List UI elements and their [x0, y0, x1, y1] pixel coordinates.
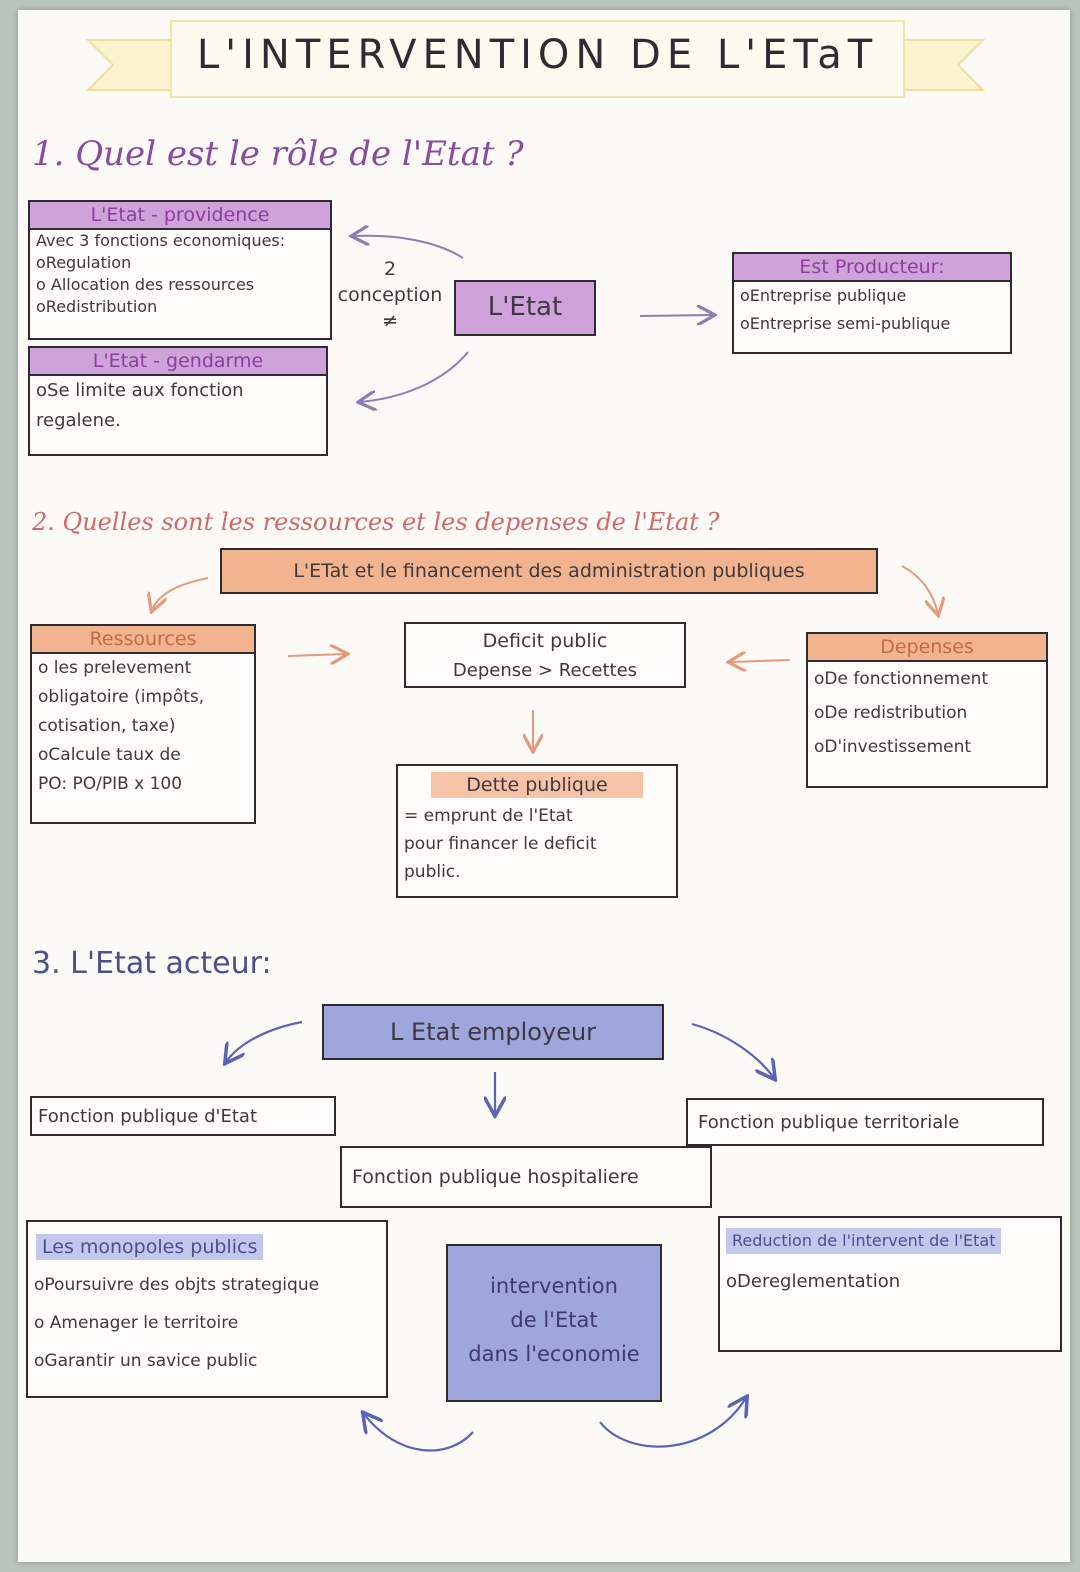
- arrow-depenses-deficit: [730, 660, 790, 662]
- providence-line: oRegulation: [36, 253, 132, 272]
- financement-label: L'ETat et le financement des administration publiques: [293, 560, 805, 582]
- conception-label: conception: [337, 284, 443, 306]
- ressources-line: cotisation, taxe): [38, 716, 176, 736]
- monopoles-line: o Amenager le territoire: [34, 1313, 239, 1333]
- intervention-line: de l'Etat: [510, 1308, 598, 1332]
- employeur-box: [322, 1004, 664, 1060]
- providence-line: Avec 3 fonctions economiques:: [36, 231, 286, 250]
- monopoles-title: Les monopoles publics: [36, 1234, 263, 1260]
- depenses-title: Depenses: [808, 634, 1046, 662]
- producteur-line: oEntreprise semi-publique: [740, 314, 951, 333]
- fp-hospitaliere-label: Fonction publique hospitaliere: [352, 1166, 639, 1188]
- ressources-line: PO: PO/PIB x 100: [38, 774, 183, 794]
- deficit-title: Deficit public: [482, 630, 608, 652]
- dette-box: [396, 764, 678, 898]
- etat-label: L'Etat: [487, 292, 563, 322]
- monopoles-line: oPoursuivre des objts strategique: [34, 1275, 320, 1295]
- gendarme-line: oSe limite aux fonction: [36, 380, 244, 401]
- dette-title: Dette publique: [431, 772, 643, 798]
- arrow-to-depenses: [902, 566, 938, 614]
- arrow-to-providence: [353, 236, 463, 258]
- conception-number: 2: [383, 258, 397, 280]
- ribbon-right-icon: [903, 40, 983, 90]
- employeur-label: L Etat employeur: [389, 1018, 597, 1046]
- arrow-to-producteur: [640, 315, 713, 316]
- dette-line: public.: [404, 862, 461, 882]
- providence-title: L'Etat - providence: [30, 202, 330, 230]
- gendarme-title: L'Etat - gendarme: [30, 348, 326, 376]
- ressources-line: oCalcule taux de: [38, 745, 181, 765]
- intervention-line: dans l'economie: [468, 1342, 640, 1366]
- notebook-page: [18, 10, 1070, 1562]
- ressources-line: o les prelevement: [38, 658, 192, 678]
- gendarme-line: regalene.: [36, 410, 121, 431]
- section2-heading: 2. Quelles sont les ressources et les depenses de l'Etat ?: [32, 508, 720, 536]
- fp-territoriale-box: [686, 1098, 1044, 1146]
- arrow-ressources-deficit: [288, 654, 346, 656]
- not-equal-icon: ≠: [382, 310, 398, 332]
- depenses-line: oDe fonctionnement: [814, 669, 989, 689]
- depenses-line: oDe redistribution: [814, 703, 968, 723]
- fp-etat-box: [30, 1096, 336, 1136]
- conception-note: [334, 256, 446, 334]
- section3-heading: 3. L'Etat acteur:: [32, 946, 272, 981]
- providence-box: [28, 200, 332, 340]
- reduction-box: [718, 1216, 1062, 1352]
- providence-line: o Allocation des ressources: [36, 275, 255, 294]
- reduction-line: oDereglementation: [726, 1271, 901, 1292]
- dette-line: = emprunt de l'Etat: [404, 806, 573, 826]
- intervention-line: intervention: [490, 1274, 618, 1298]
- ribbon-left-icon: [88, 40, 178, 90]
- providence-line: oRedistribution: [36, 297, 158, 316]
- fp-hospitaliere-box: [340, 1146, 712, 1208]
- financement-banner: [220, 548, 878, 594]
- ressources-line: obligatoire (impôts,: [38, 687, 205, 707]
- producteur-title: Est Producteur:: [734, 254, 1010, 282]
- arrow-to-gendarme: [360, 352, 468, 402]
- intervention-box: [446, 1244, 662, 1402]
- dette-line: pour financer le deficit: [404, 834, 597, 854]
- gendarme-box: [28, 346, 328, 456]
- producteur-box: [732, 252, 1012, 354]
- depenses-line: oD'investissement: [814, 737, 972, 757]
- page-title: L'INTERVENTION DE L'ETaT: [196, 32, 879, 78]
- deficit-box: [404, 622, 686, 688]
- producteur-line: oEntreprise publique: [740, 286, 907, 305]
- monopoles-line: oGarantir un savice public: [34, 1351, 258, 1371]
- arrow-curve-right: [600, 1398, 746, 1447]
- fp-territoriale-label: Fonction publique territoriale: [698, 1112, 960, 1133]
- arrow-to-fp-etat: [226, 1022, 302, 1062]
- arrow-to-ressources: [152, 578, 208, 610]
- etat-box: [454, 280, 596, 336]
- fp-etat-label: Fonction publique d'Etat: [38, 1106, 258, 1127]
- arrow-curve-left: [364, 1414, 473, 1451]
- reduction-title: Reduction de l'intervent de l'Etat: [726, 1228, 1001, 1254]
- depenses-box: [806, 632, 1048, 788]
- arrow-to-fp-territoriale: [692, 1024, 774, 1078]
- ressources-box: [30, 624, 256, 824]
- monopoles-box: [26, 1220, 388, 1398]
- ressources-title: Ressources: [32, 626, 254, 654]
- deficit-equation: Depense > Recettes: [452, 660, 638, 681]
- section1-heading: 1. Quel est le rôle de l'Etat ?: [32, 134, 524, 174]
